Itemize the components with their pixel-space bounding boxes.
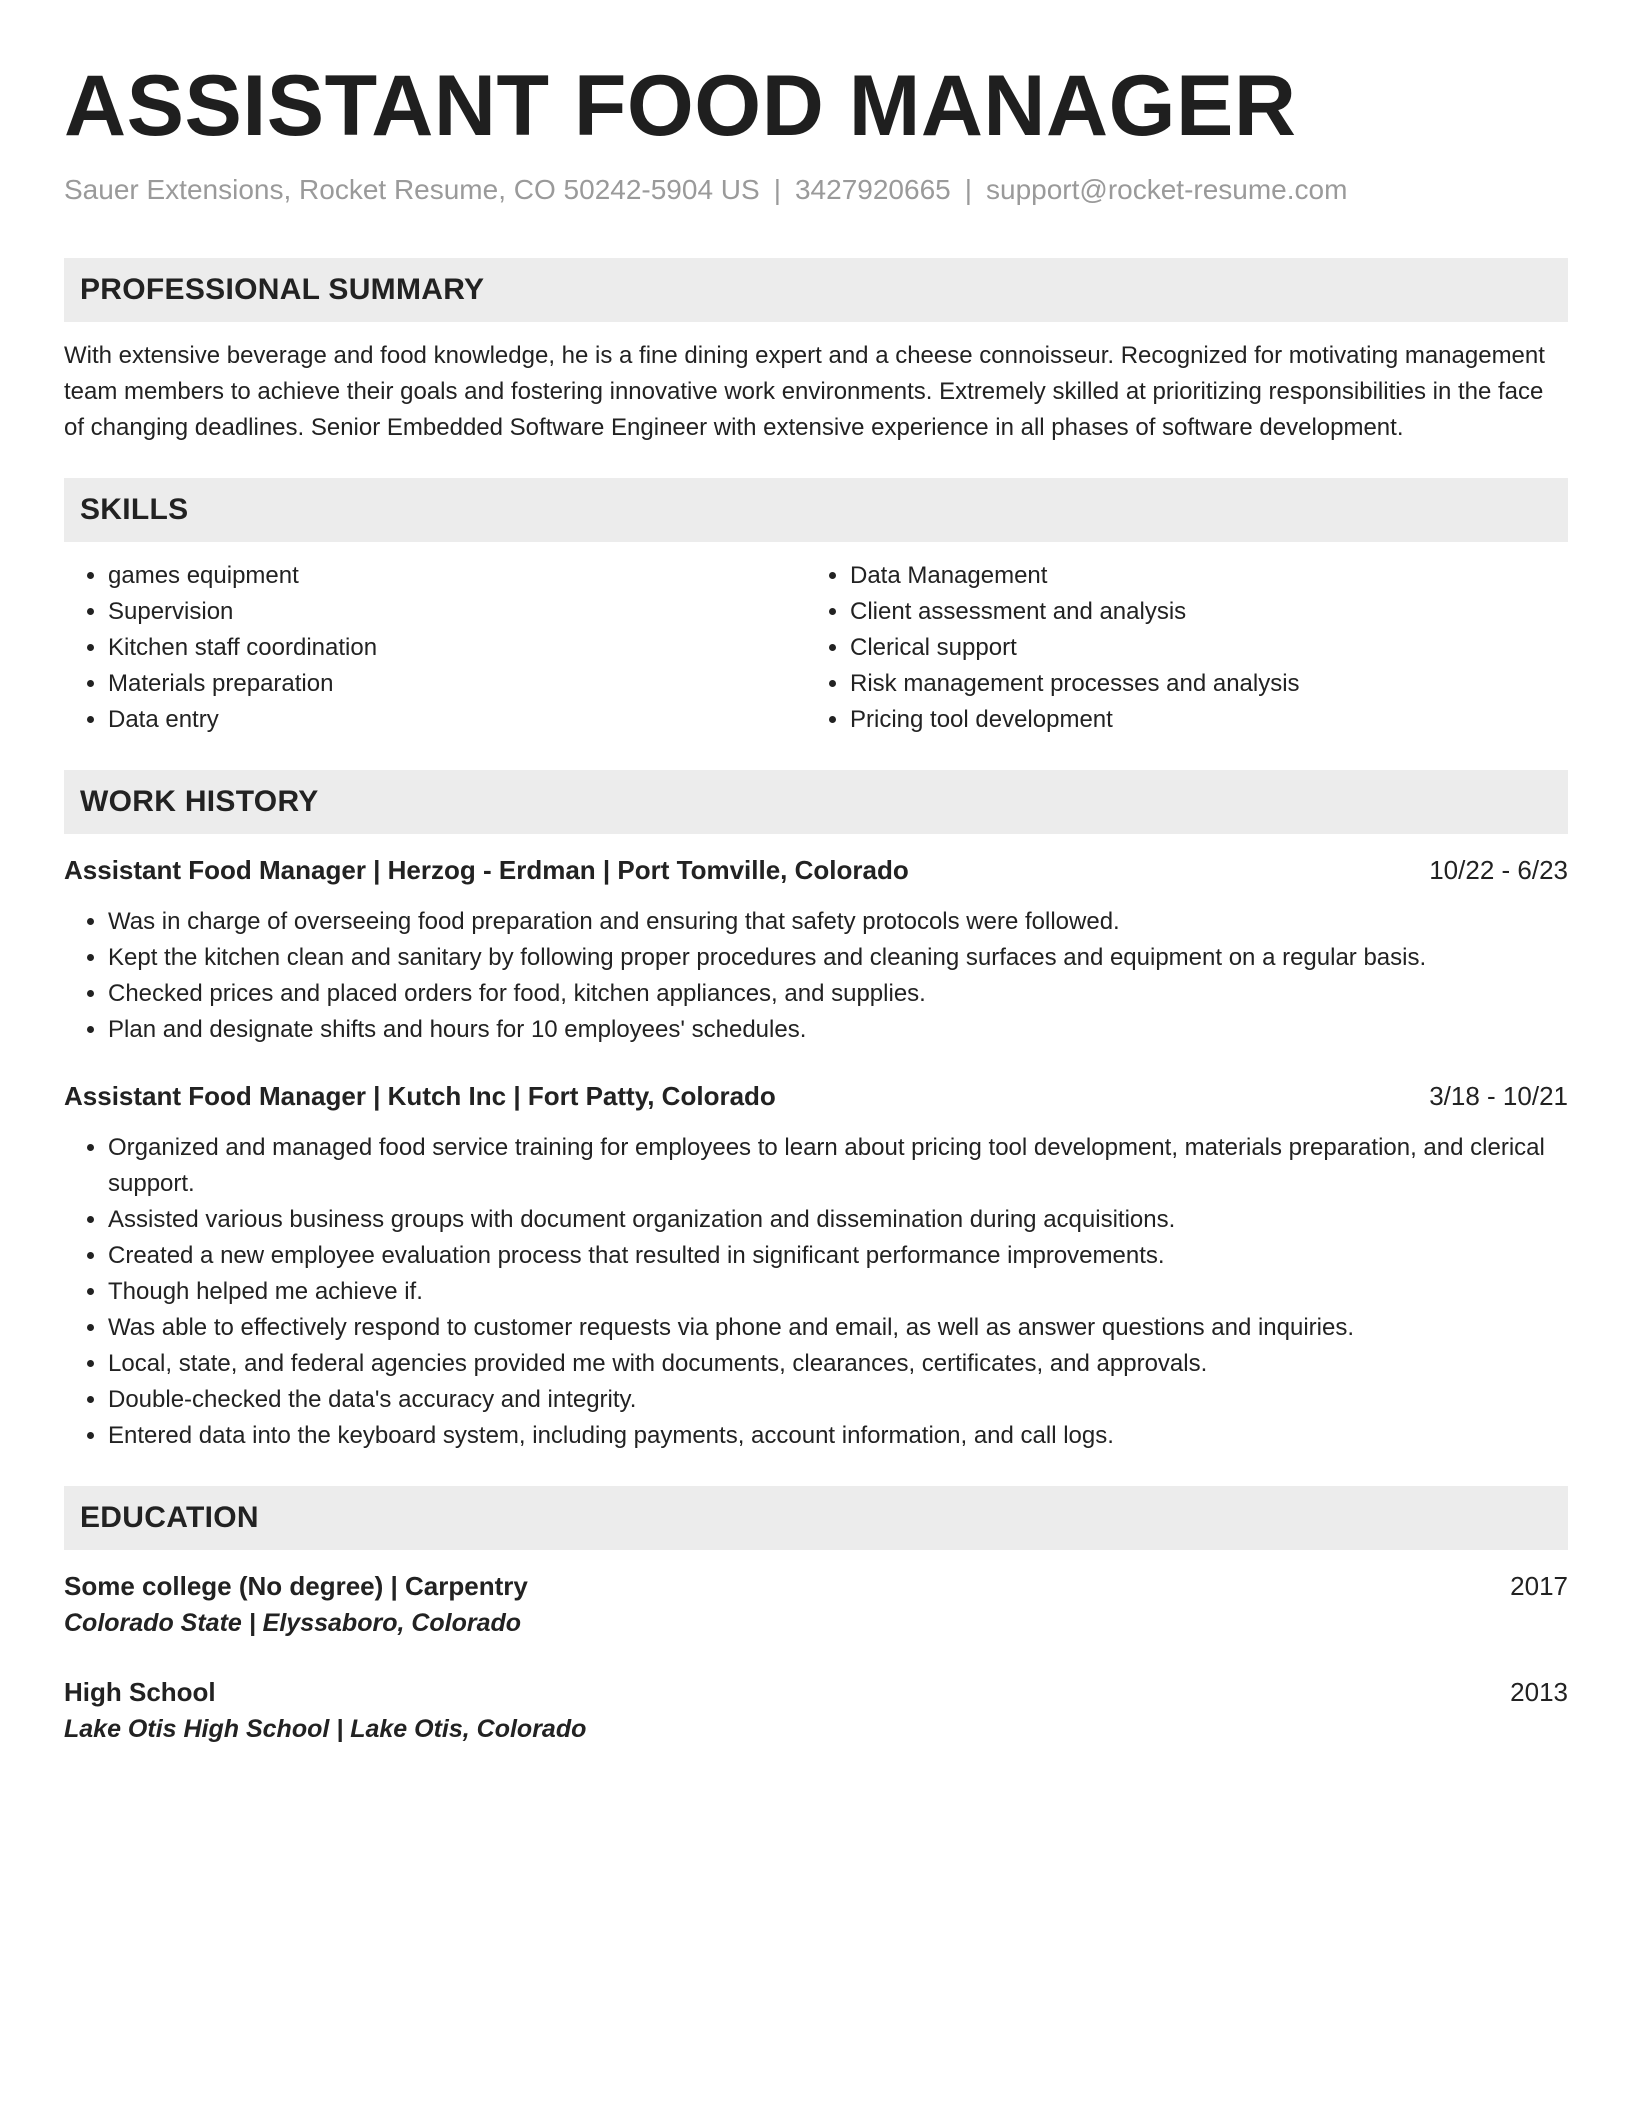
section-heading-work-history: WORK HISTORY	[64, 770, 1568, 834]
skill-item: • Risk management processes and analysis	[850, 666, 1548, 702]
job-bullet: • Entered data into the keyboard system, including payments, account information, and call logs.	[108, 1418, 1568, 1454]
education-header	[64, 1674, 1568, 1710]
education-year: 2017	[1510, 1571, 1568, 1601]
education-degree: Some college (No degree) | Carpentry	[64, 1571, 528, 1601]
contact-phone: 3427920665	[794, 174, 951, 205]
education-entry	[64, 1674, 1568, 1748]
contact-email: support@rocket-resume.com	[986, 174, 1348, 205]
contact-separator: |	[964, 174, 972, 205]
job-title: Assistant Food Manager | Herzog - Erdman | Port Tomville, Colorado	[64, 855, 909, 885]
job-bullet: • Local, state, and federal agencies provided me with documents, clearances, certificates, and approvals.	[108, 1346, 1568, 1382]
education-year: 2013	[1510, 1677, 1568, 1707]
job-header	[64, 852, 1568, 888]
skills-column-left	[64, 558, 806, 738]
education-header	[64, 1568, 1568, 1604]
skill-item: • Kitchen staff coordination	[108, 630, 806, 666]
job-entry	[64, 852, 1568, 1048]
job-bullets	[64, 904, 1568, 1048]
job-title: Assistant Food Manager | Kutch Inc | Fort Patty, Colorado	[64, 1081, 776, 1111]
section-heading-summary: PROFESSIONAL SUMMARY	[64, 258, 1568, 322]
job-bullet: • Plan and designate shifts and hours for 10 employees' schedules.	[108, 1012, 1568, 1048]
skill-item: • Data Management	[850, 558, 1548, 594]
education-degree: High School	[64, 1677, 216, 1707]
skills-list	[64, 558, 1568, 738]
candidate-name: ASSISTANT FOOD MANAGER	[64, 58, 1297, 154]
job-entry	[64, 1078, 1568, 1454]
contact-line	[64, 172, 1568, 208]
job-dates: 3/18 - 10/21	[1429, 1081, 1568, 1111]
skill-item: • Clerical support	[850, 630, 1548, 666]
job-bullet: • Kept the kitchen clean and sanitary by following proper procedures and cleaning surfaces and equipment on a regular basis.	[108, 940, 1568, 976]
skill-item: • games equipment	[108, 558, 806, 594]
section-heading-skills: SKILLS	[64, 478, 1568, 542]
education-school: Lake Otis High School | Lake Otis, Colorado	[64, 1715, 587, 1743]
job-bullet: • Created a new employee evaluation process that resulted in significant performance improvements.	[108, 1238, 1568, 1274]
job-dates: 10/22 - 6/23	[1429, 855, 1568, 885]
job-bullet: • Was able to effectively respond to customer requests via phone and email, as well as answer questions and inquiries.	[108, 1310, 1568, 1346]
job-bullet: • Organized and managed food service training for employees to learn about pricing tool development, materials preparation, and clerical support.	[108, 1130, 1568, 1202]
education-school: Colorado State | Elyssaboro, Colorado	[64, 1609, 522, 1637]
contact-separator: |	[773, 174, 781, 205]
skills-column-right	[806, 558, 1548, 738]
skill-item: • Materials preparation	[108, 666, 806, 702]
job-bullet: • Double-checked the data's accuracy and integrity.	[108, 1382, 1568, 1418]
skill-item: • Pricing tool development	[850, 702, 1548, 738]
summary-text: With extensive beverage and food knowledge, he is a fine dining expert and a cheese connoisseur. Recognized for motivating management team members to achieve their goals and fostering innovative work environments. Extremely skilled at prioritizing responsibilities in the face of changing deadlines. Senior Embedded Software Engineer with extensive experience in all phases of software development.	[64, 342, 1545, 441]
job-header	[64, 1078, 1568, 1114]
contact-address: Sauer Extensions, Rocket Resume, CO 50242-5904 US	[64, 174, 760, 205]
job-bullet: • Though helped me achieve if.	[108, 1274, 1568, 1310]
job-bullet: • Checked prices and placed orders for food, kitchen appliances, and supplies.	[108, 976, 1568, 1012]
job-bullet: • Assisted various business groups with document organization and dissemination during acquisitions.	[108, 1202, 1568, 1238]
job-bullet: • Was in charge of overseeing food preparation and ensuring that safety protocols were followed.	[108, 904, 1568, 940]
education-entry	[64, 1568, 1568, 1642]
section-heading-education: EDUCATION	[64, 1486, 1568, 1550]
skill-item: • Client assessment and analysis	[850, 594, 1548, 630]
skill-item: • Data entry	[108, 702, 806, 738]
skill-item: • Supervision	[108, 594, 806, 630]
job-bullets	[64, 1130, 1568, 1454]
